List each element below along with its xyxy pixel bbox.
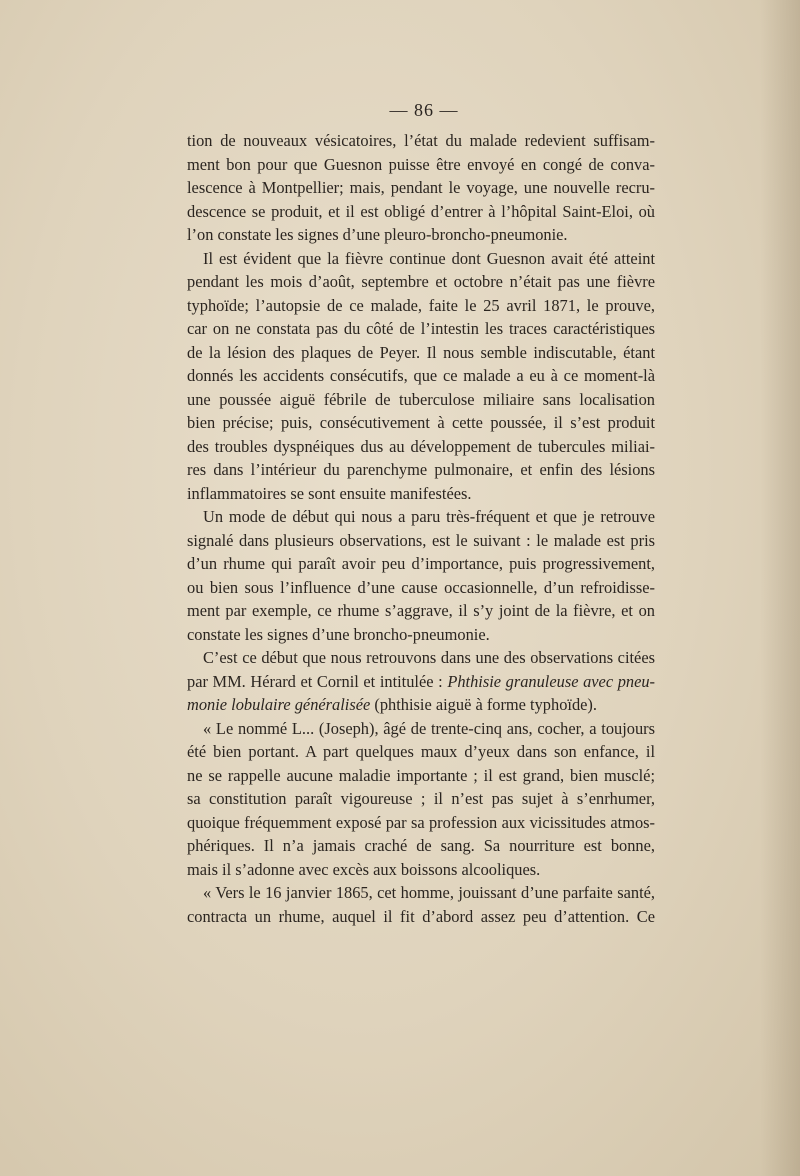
body-text	[187, 129, 655, 928]
text-line	[187, 341, 655, 365]
text-line	[187, 787, 655, 811]
text-fragment: ment bon pour que Guesnon puisse être envoyé en congé de conva-	[187, 154, 655, 174]
text-line	[187, 458, 655, 482]
text-line	[187, 576, 655, 600]
text-line	[187, 623, 655, 647]
text-fragment: sa constitution paraît vigoureuse ; il n’est pas sujet à s’enrhumer,	[187, 789, 655, 808]
text-line	[187, 834, 655, 858]
text-fragment: Un mode de début qui nous a paru très-fréquent et que je retrouve	[203, 507, 655, 526]
text-fragment: une poussée aiguë fébrile de tuberculose miliaire sans localisation	[187, 389, 655, 409]
text-line	[187, 881, 655, 905]
text-line	[187, 858, 655, 882]
text-line	[187, 482, 655, 506]
text-fragment: phériques. Il n’a jamais craché de sang. Sa nourriture est bonne,	[187, 836, 655, 855]
text-line	[187, 905, 655, 929]
text-line	[187, 411, 655, 435]
text-fragment: res dans l’intérieur du parenchyme pulmonaire, et enfin des lésions	[187, 460, 655, 479]
text-line	[187, 740, 655, 764]
text-fragment: été bien portant. A part quelques maux d’yeux dans son enfance, il	[187, 742, 655, 761]
text-line	[187, 435, 655, 459]
text-fragment: Il est évident que la fièvre continue dont Guesnon avait été atteint	[203, 248, 655, 268]
text-line	[187, 247, 655, 271]
italic-title-fragment: monie lobulaire généralisée	[187, 695, 371, 714]
text-line	[187, 129, 655, 153]
page-number: — 86 —	[389, 100, 459, 120]
text-fragment: constate les signes d’une broncho-pneumonie.	[187, 624, 490, 644]
text-line	[187, 153, 655, 177]
text-line	[187, 176, 655, 200]
text-line	[187, 388, 655, 412]
page-edge-shadow	[760, 0, 800, 1176]
text-fragment: « Vers le 16 janvier 1865, cet homme, jouissant d’une parfaite santé,	[203, 883, 655, 902]
text-line	[187, 599, 655, 623]
text-fragment: descence se produit, et il est obligé d’entrer à l’hôpital Saint-Eloi, où	[187, 201, 655, 221]
text-fragment: car on ne constata pas du côté de l’intestin les traces caractéristiques	[187, 319, 655, 338]
text-fragment: de la lésion des plaques de Peyer. Il nous semble indiscutable, étant	[187, 342, 655, 362]
italic-title-fragment: Phthisie granuleuse avec pneu-	[447, 671, 656, 691]
text-line	[187, 200, 655, 224]
text-fragment: typhoïde; l’autopsie de ce malade, faite le 25 avril 1871, le prouve,	[187, 295, 655, 315]
text-fragment: signalé dans plusieurs observations, est le suivant : le malade est pris	[187, 530, 655, 550]
text-line	[187, 552, 655, 576]
text-line	[187, 223, 655, 247]
text-fragment: ne se rappelle aucune maladie importante ; il est grand, bien musclé;	[187, 765, 655, 785]
text-fragment: des troubles dyspnéiques dus au développement de tubercules miliai-	[187, 436, 655, 456]
text-fragment: contracta un rhume, auquel il fit d’abord assez peu d’attention. Ce	[187, 906, 655, 926]
text-fragment: (phthisie aiguë à forme typhoïde).	[370, 695, 597, 714]
text-line	[187, 670, 655, 694]
text-fragment: ment par exemple, ce rhume s’aggrave, il s’y joint de la fièvre, et on	[187, 601, 655, 620]
text-line	[187, 294, 655, 318]
text-fragment: d’un rhume qui paraît avoir peu d’importance, puis progressivement,	[187, 554, 655, 573]
text-line	[187, 811, 655, 835]
text-fragment: pendant les mois d’août, septembre et octobre n’était pas une fièvre	[187, 272, 655, 291]
text-line	[187, 717, 655, 741]
text-line	[187, 693, 655, 717]
text-fragment: quoique fréquemment exposé par sa profession aux vicissitudes atmos-	[187, 812, 655, 832]
text-line	[187, 764, 655, 788]
text-fragment: « Le nommé L... (Joseph), âgé de trente-cinq ans, cocher, a toujours	[203, 718, 655, 738]
text-fragment: donnés les accidents consécutifs, que ce malade a eu à ce moment-là	[187, 366, 655, 385]
text-line	[187, 364, 655, 388]
text-fragment: ou bien sous l’influence d’une cause occasionnelle, d’un refroidisse-	[187, 577, 655, 597]
text-fragment: tion de nouveaux vésicatoires, l’état du malade redevient suffisam-	[187, 131, 655, 150]
text-fragment: l’on constate les signes d’une pleuro-broncho-pneumonie.	[187, 225, 568, 244]
text-line	[187, 317, 655, 341]
text-line	[187, 646, 655, 670]
text-fragment: par MM. Hérard et Cornil et intitulée :	[187, 671, 448, 691]
text-fragment: mais il s’adonne avec excès aux boissons alcooliques.	[187, 859, 541, 879]
text-line	[187, 529, 655, 553]
text-fragment: C’est ce début que nous retrouvons dans une des observations citées	[203, 648, 655, 667]
text-line	[187, 270, 655, 294]
text-line	[187, 505, 655, 529]
text-fragment: bien précise; puis, consécutivement à cette poussée, il s’est produit	[187, 413, 655, 432]
text-fragment: lescence à Montpellier; mais, pendant le voyage, une nouvelle recru-	[187, 178, 655, 197]
text-fragment: inflammatoires se sont ensuite manifestées.	[187, 483, 472, 503]
